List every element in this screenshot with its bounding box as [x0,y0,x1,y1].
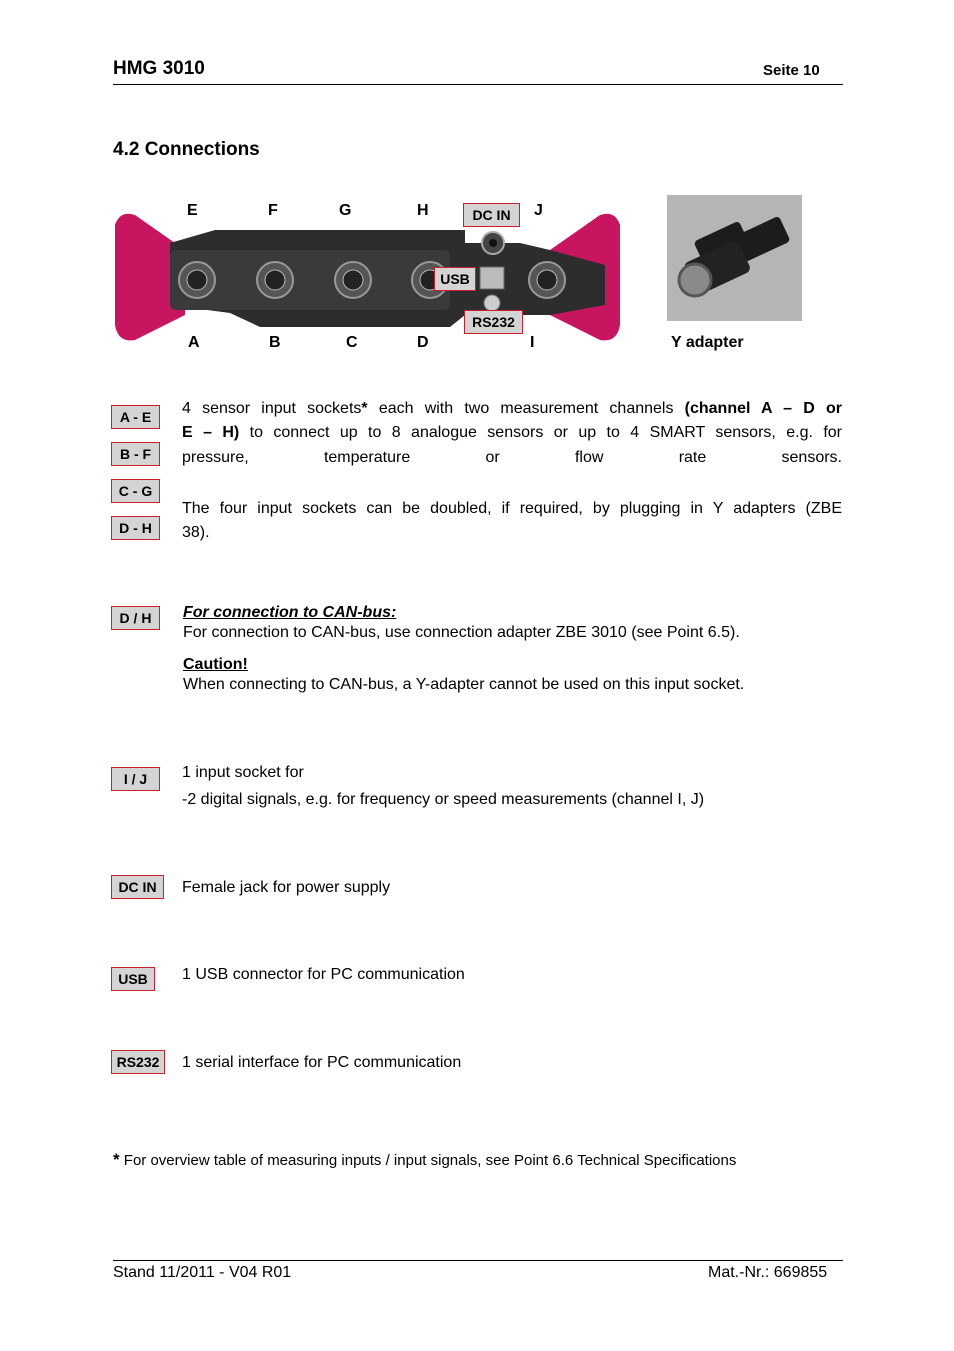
canbus-heading: For connection to CAN-bus: [183,604,397,621]
canbus-text: For connection to CAN-bus, use connection adapter ZBE 3010 (see Point 6.5). [183,624,740,641]
caution-text: When connecting to CAN-bus, a Y-adapter cannot be used on this input socket. [183,676,745,693]
socket-a [179,262,215,298]
header-rule [113,84,843,85]
sensor-text-1b: each with two measurement channels [367,400,685,417]
callout-usb: USB [434,267,476,291]
tag-d-h-can: D / H [111,606,160,630]
dc-in-jack [482,232,504,254]
page-number: Seite 10 [763,62,820,79]
dcin-text: Female jack for power supply [182,879,391,896]
ij-text-line-1: 1 input socket for [182,764,304,781]
footer-mat-nr: Mat.-Nr.: 669855 [708,1264,828,1281]
footnote-star: * [113,1150,120,1169]
tag-usb: USB [111,967,155,991]
document-title: HMG 3010 [113,58,205,79]
tag-rs232: RS232 [111,1050,165,1074]
tag-b-f: B - F [111,442,160,466]
label-j: J [534,202,543,219]
tag-a-e: A - E [111,405,160,429]
label-h: H [417,202,429,219]
sensor-para2-line-2: 38). [182,524,210,541]
sensor-text-2b: to connect up to 8 analogue sensors or up to 4 SMART sensors, e.g. for [239,424,843,441]
label-e: E [187,202,198,219]
tag-i-j: I / J [111,767,160,791]
label-f: F [268,202,278,219]
rs232-port [484,295,500,311]
footnote [113,1150,736,1170]
tag-d-h: D - H [111,516,160,540]
caution-heading: Caution! [183,656,248,673]
sensor-text-1a: 4 sensor input sockets [182,400,362,417]
y-adapter-caption: Y adapter [671,334,744,351]
y-adapter-photo [667,195,802,321]
usb-text: 1 USB connector for PC communication [182,966,465,983]
label-d: D [417,334,429,351]
ij-text-line-2: -2 digital signals, e.g. for frequency or speed measurements (channel I, J) [182,791,705,808]
label-i: I [530,334,535,351]
sensor-text-line-2 [182,420,842,445]
label-b: B [269,334,281,351]
label-g: G [339,202,352,219]
socket-ij [529,262,565,298]
socket-b [257,262,293,298]
section-title: 4.2 Connections [113,139,260,160]
sensor-text-1-bold: (channel A – D or [684,400,842,417]
sensor-text-2-bold: E – H) [182,424,240,441]
tag-c-g: C - G [111,479,160,503]
sensor-text-line-3: pressure, temperature or flow rate sensors. [182,449,842,466]
footer-rule [113,1260,843,1261]
footer-version: Stand 11/2011 - V04 R01 [113,1264,292,1281]
rs232-text: 1 serial interface for PC communication [182,1054,462,1071]
callout-dc-in: DC IN [463,203,520,227]
label-a: A [188,334,200,351]
sensor-para2-line-1: The four input sockets can be doubled, if required, by plugging in Y adapters (ZBE [182,500,842,517]
footnote-text: For overview table of measuring inputs / input signals, see Point 6.6 Technical Specifications [123,1152,737,1169]
callout-rs232: RS232 [464,310,523,334]
sensor-star: * [361,400,368,417]
sensor-text-line-1 [182,396,842,421]
label-c: C [346,334,358,351]
tag-dc-in: DC IN [111,875,164,899]
socket-c [335,262,371,298]
usb-port [480,267,504,289]
